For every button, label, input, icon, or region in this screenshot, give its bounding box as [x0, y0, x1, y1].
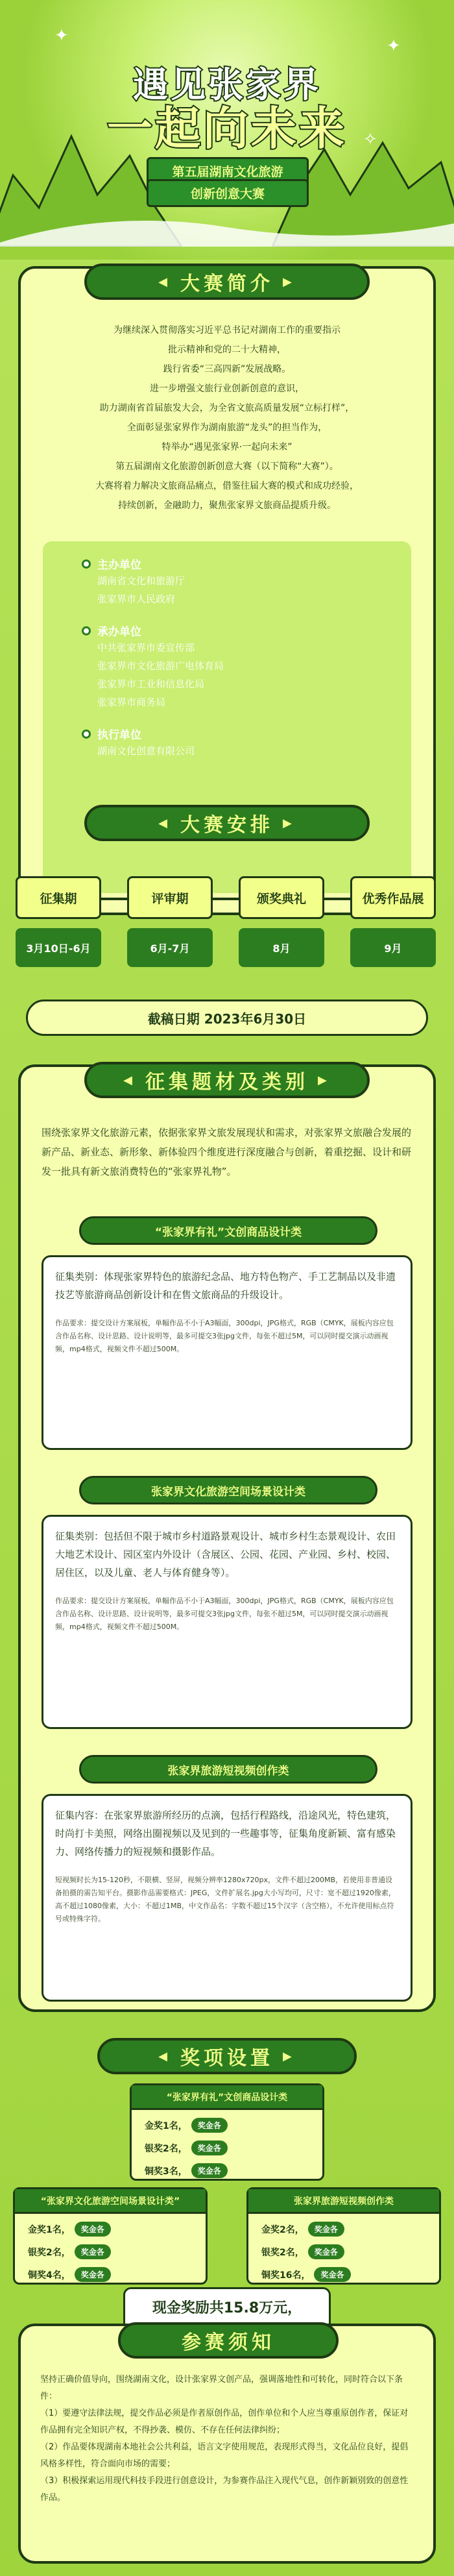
hero-banner: [0, 0, 454, 260]
phase-date: 8月: [239, 928, 324, 967]
arrow-left-icon: ◀: [123, 1073, 136, 1087]
schedule-phase: [239, 876, 324, 967]
category-box: [42, 1255, 412, 1450]
award-rank: 金奖2名，: [261, 2224, 304, 2235]
award-card-title: 张家界旅游短视频创作类: [248, 2189, 439, 2214]
intro-line: 进一步增强文旅行业创新创意的意识，: [150, 384, 304, 394]
organizer-line: 中共张家界市委宣传部: [97, 642, 195, 654]
categories-lead: 围绕张家界文化旅游元素，依据张家界文旅发展现状和需求，对张家界文旅融合发展的新产品、新业态、新形象、新体验四个维度进行深度融合与创新，着重挖掘、设计和研发一批具有新文旅消费特色的“张家界礼物”。: [42, 1127, 412, 1177]
intro-text: [43, 321, 411, 515]
intro-header: [84, 264, 370, 300]
intro-line: 大赛将着力解决文旅商品痛点，借鉴往届大赛的模式和成功经验，: [95, 481, 359, 491]
phase-label: 征集期: [16, 876, 101, 919]
award-prize: 奖金各: [75, 2267, 111, 2282]
schedule-title: 大赛安排: [180, 814, 274, 837]
hero-subtitle-1: 第五届湖南文化旅游: [147, 157, 309, 185]
notes-title: 参赛须知: [182, 2331, 275, 2354]
organizer-title: 执行单位: [97, 729, 141, 742]
intro-line: 践行省委“三高四新”发展战略。: [163, 364, 291, 374]
hero-title-line1: 遇见张家界: [133, 64, 321, 105]
star-icon: ✧: [363, 130, 377, 149]
award-rank: 铜奖16名，: [261, 2270, 311, 2281]
award-prize: 奖金各: [191, 2118, 228, 2133]
phase-label: 优秀作品展: [350, 876, 436, 919]
intro-line: 助力湖南省首届旅发大会，为全省文旅高质量发展“立标打样”，: [99, 403, 355, 413]
bullet-dot-icon: [82, 626, 91, 635]
categories-panel: [18, 1064, 436, 2012]
award-prize: 奖金各: [308, 2222, 344, 2237]
award-total: 现金奖励共15.8万元，: [152, 2300, 302, 2316]
star-icon: ✦: [387, 36, 401, 56]
intro-line: 批示精神和党的二十大精神，: [168, 345, 286, 355]
organizer-line: 张家界市文化旅游广电体育局: [97, 660, 224, 672]
awards-title: 奖项设置: [180, 2047, 274, 2070]
categories-title: 征集题材及类别: [145, 1071, 309, 1094]
notes-line: （1）要遵守法律法规，提交作品必须是作者原创作品，创作单位和个人应当尊重原创作者，保证对作品拥有完全知识产权，不得抄袭、模仿、不存在任何法律纠纷；: [40, 2409, 409, 2435]
notes-header: [118, 2322, 339, 2359]
organizer-group-undertaker: [82, 622, 411, 711]
intro-line: 为继续深入贯彻落实习近平总书记对湖南工作的重要指示: [114, 325, 340, 336]
arrow-right-icon: ▶: [283, 2049, 296, 2063]
category-tag: “张家界有礼”文创商品设计类: [79, 1216, 377, 1245]
intro-line: 第五届湖南文化旅游创新创意大赛（以下简称“大赛”）。: [115, 461, 339, 472]
category-tag: 张家界旅游短视频创作类: [79, 1755, 377, 1784]
organizer-group-host: [82, 556, 411, 608]
phase-date: 3月10日-6月: [16, 928, 101, 967]
star-icon: ✦: [54, 26, 69, 45]
hero-subtitle-2: 创新创意大赛: [147, 179, 309, 207]
award-rank: 金奖1名，: [28, 2224, 71, 2235]
organizer-line: 湖南省文化和旅游厅: [97, 575, 185, 587]
award-rank: 金奖1名，: [145, 2120, 187, 2131]
award-rank: 银奖2名，: [28, 2247, 71, 2258]
award-rank: 铜奖3名，: [145, 2166, 187, 2177]
categories-header: [84, 1062, 370, 1098]
hero-title-line2: 一起向未来: [107, 102, 347, 155]
bullet-dot-icon: [82, 559, 91, 569]
intro-title: 大赛简介: [180, 273, 274, 295]
arrow-left-icon: ◀: [158, 2049, 171, 2063]
notes-line: （3）积极探索运用现代科技手段进行创意设计，为参赛作品注入现代气息，创作新颖别致的创意性作品。: [40, 2476, 409, 2503]
award-rank: 银奖2名，: [261, 2247, 304, 2258]
award-card: [246, 2187, 441, 2285]
organizer-line: 湖南文化创意有限公司: [97, 745, 195, 757]
award-prize: 奖金各: [191, 2163, 228, 2178]
notes-panel: [18, 2324, 436, 2564]
organizer-title: 主办单位: [97, 559, 141, 572]
award-rank: 银奖2名，: [145, 2143, 187, 2154]
award-prize: 奖金各: [75, 2244, 111, 2259]
award-prize: 奖金各: [314, 2267, 350, 2282]
organizer-line: 张家界市工业和信息化局: [97, 678, 205, 690]
organizer-title: 承办单位: [97, 626, 141, 639]
award-card: [130, 2083, 324, 2181]
category-box: [42, 1515, 412, 1729]
arrow-right-icon: ▶: [318, 1073, 331, 1087]
schedule-phase: [16, 876, 101, 967]
schedule-header: [84, 805, 370, 841]
category-requirement: 征集内容：在张家界旅游所经历的点滴，包括行程路线，沿途风光，特色建筑，时尚打卡美照，网络出圈视频以及见到的一些趣事等，征集角度新颖、富有感染力、网络传播力的短视频和摄影作品。: [55, 1809, 396, 1858]
schedule-phase: [350, 876, 436, 967]
schedule-timeline: [0, 876, 454, 961]
schedule-phase: [127, 876, 213, 967]
award-rank: 铜奖4名，: [28, 2270, 71, 2281]
arrow-right-icon: ▶: [283, 816, 296, 830]
arrow-left-icon: ◀: [158, 816, 171, 830]
category-requirement: 征集类别：体现张家界特色的旅游纪念品、地方特色物产、手工艺制品以及非遗技艺等旅游商品创新设计和在售文旅商品的升级设计。: [55, 1271, 396, 1301]
phase-label: 评审期: [127, 876, 213, 919]
arrow-right-icon: ▶: [283, 275, 296, 289]
category-box: [42, 1794, 412, 2002]
organizer-line: 张家界市人民政府: [97, 593, 176, 605]
phase-label: 颁奖典礼: [239, 876, 324, 919]
intro-line: 全面彰显张家界作为湖南旅游“龙头”的担当作为，: [126, 423, 328, 433]
awards-section: [0, 2038, 454, 2316]
category-requirement: 征集类别：包括但不限于城市乡村道路景观设计、城市乡村生态景观设计、农田大地艺术设计、园区室内外设计（含展区、公园、花园、产业园、乡村、校园、居住区，以及儿童、老人与体育健身等）。: [55, 1530, 396, 1578]
award-prize: 奖金各: [75, 2222, 111, 2237]
organizer-group-executor: [82, 726, 411, 760]
intro-line: 特举办“遇见张家界·一起向未来”: [161, 442, 293, 452]
schedule-section: [0, 805, 454, 1038]
bullet-dot-icon: [82, 730, 91, 739]
award-card-title: “张家界有礼”文创商品设计类: [132, 2085, 322, 2110]
organizer-line: 张家界市商务局: [97, 696, 166, 708]
award-prize: 奖金各: [308, 2244, 344, 2259]
notes-line: 坚持正确价值导向，围绕湖南文化，设计张家界文创产品，强调落地性和可转化，同时符合以下条件：: [40, 2375, 403, 2401]
category-spec: 作品要求：提交设计方案展板，单幅作品不小于A3幅面，300dpi，JPG格式，RGB（CMYK，展板内容应包含作品名称、设计思路、设计说明等，最多可提交3张jpg文件，每张不超过5M，可以同时提交演示动画视频，mp4格式，视频文件不超过500M。: [55, 1597, 394, 1631]
category-spec: 作品要求：提交设计方案展板，单幅作品不小于A3幅面，300dpi，JPG格式，RGB（CMYK，展板内容应包含作品名称、设计思路、设计说明等，最多可提交3张jpg文件，每张不超过5M，可以同时提交演示动画视频，mp4格式，视频文件不超过500M。: [55, 1319, 394, 1353]
phase-date: 6月-7月: [127, 928, 213, 967]
awards-header: [97, 2038, 357, 2074]
notes-body: [40, 2372, 414, 2507]
award-prize: 奖金各: [191, 2141, 228, 2155]
category-spec: 短视频时长为15-120秒，不限横、竖屏，视频分辨率1280x720px，文件不超过200MB，若使用非普通设备拍摄的需告知平台。摄影作品需要格式：JPEG，文件扩展名.jpg大小写均可，尺寸：宽不超过1920像素，高不超过1080像素，大小：不超过1MB，中文作品名：字数不超过15个汉字（含空格），不允许使用标点符号或特殊字符。: [55, 1876, 396, 1923]
award-card: [13, 2187, 208, 2285]
deadline-banner: 截稿日期 2023年6月30日: [26, 1000, 428, 1036]
intro-line: 持续创新，金融助力，聚焦张家界文旅商品提质升级。: [118, 500, 336, 511]
category-tag: 张家界文化旅游空间场景设计类: [79, 1476, 377, 1504]
award-card-title: “张家界文化旅游空间场景设计类”: [15, 2189, 206, 2214]
arrow-left-icon: ◀: [158, 275, 171, 289]
notes-line: （2）作品要体现湖南本地社会公共利益，语言文字使用规范，表现形式得当，文化品位良好，提倡风格多样性，符合面向市场的需要；: [40, 2442, 409, 2469]
phase-date: 9月: [350, 928, 436, 967]
